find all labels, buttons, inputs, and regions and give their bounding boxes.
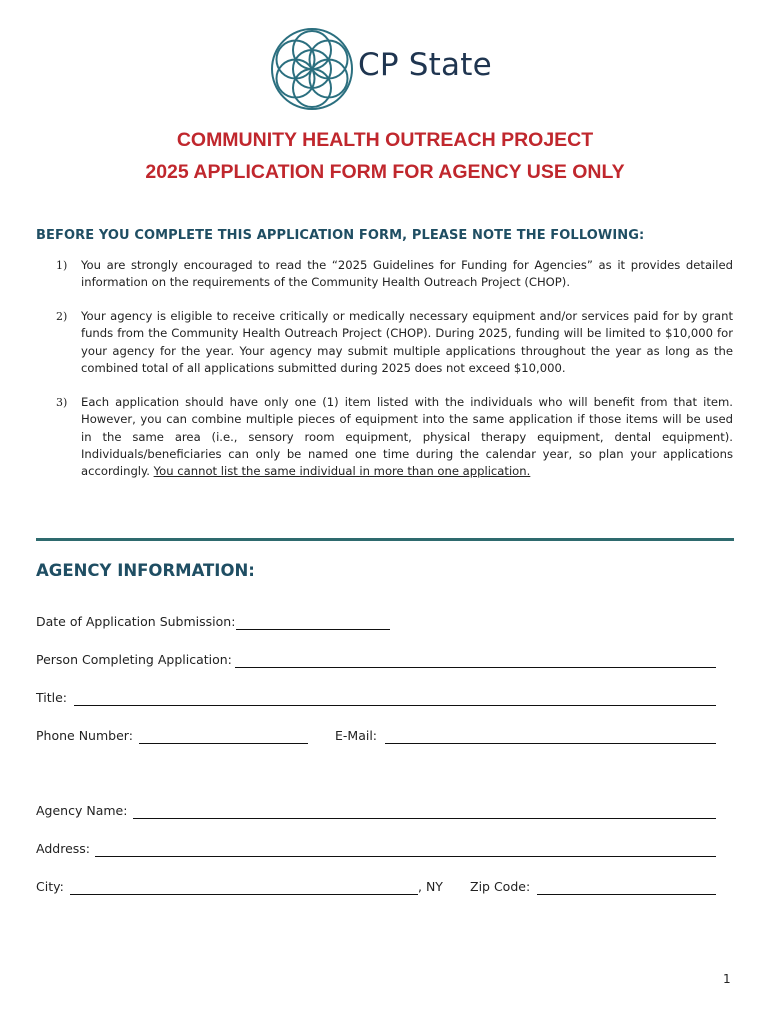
address-label: Address: [36,841,90,856]
title-field[interactable] [74,705,716,706]
city-label: City: [36,879,64,894]
address-field[interactable] [95,856,716,857]
email-label: E-Mail: [335,728,378,743]
page-title-line2: 2025 APPLICATION FORM FOR AGENCY USE ONLY [145,161,625,183]
zip-field[interactable] [537,894,716,895]
person-row [36,652,736,672]
list-number: 3) [56,396,68,409]
email-field[interactable] [385,743,716,744]
address-row [36,841,736,861]
page-number: 1 [723,972,731,986]
agency-name-field[interactable] [133,818,716,819]
state-suffix: , NY [418,879,443,894]
underlined-warning: You cannot list the same individual in more than one application. [153,464,531,479]
date-row [36,614,736,634]
list-number: 2) [56,310,68,323]
page-title-line1: COMMUNITY HEALTH OUTREACH PROJECT [176,129,594,151]
phone-label: Phone Number: [36,728,133,743]
logo [270,27,510,117]
phone-email-row [36,728,736,748]
list-text: You are strongly encouraged to read the “2025 Guidelines for Funding for Agencies” as it provides detailed information on the requirements of the Community Health Outreach Project (CHOP). [81,258,733,290]
city-zip-row [36,879,736,899]
logo-text: CP State [358,47,492,83]
title-row [36,690,736,710]
phone-field[interactable] [139,743,308,744]
agency-name-row [36,803,736,823]
date-field[interactable] [236,629,390,630]
list-text-main: Each application should have only one (1) item listed with the individuals who will benefit from that item. However, you can combine multiple pieces of equipment into the same application if those items will be used in the same area (i.e., sensory room equipment, physical therapy equipment, dental equipment). Individuals/beneficiaries can only be named one time during the calendar year, so plan your applications accordingly. [81,395,733,479]
person-field[interactable] [235,667,716,668]
agency-name-label: Agency Name: [36,803,128,818]
flower-of-life-icon [270,27,354,111]
zip-label: Zip Code: [470,879,531,894]
list-number: 1) [56,259,68,272]
notice-heading: BEFORE YOU COMPLETE THIS APPLICATION FORM, PLEASE NOTE THE FOLLOWING: [36,228,645,243]
section-divider [36,538,734,541]
section-heading: AGENCY INFORMATION: [36,561,255,580]
list-text [81,394,733,480]
person-label: Person Completing Application: [36,652,232,667]
title-label: Title: [36,690,67,705]
date-label: Date of Application Submission: [36,614,236,629]
list-text: Your agency is eligible to receive critically or medically necessary equipment and/or services paid for by grant funds from the Community Health Outreach Project (CHOP). During 2025, funding will be limited to $10,000 for your agency for the year. Your agency may submit multiple applications throughout the year as long as the combined total of all applications submitted during 2025 does not exceed $10,000. [81,309,733,375]
city-field[interactable] [70,894,418,895]
